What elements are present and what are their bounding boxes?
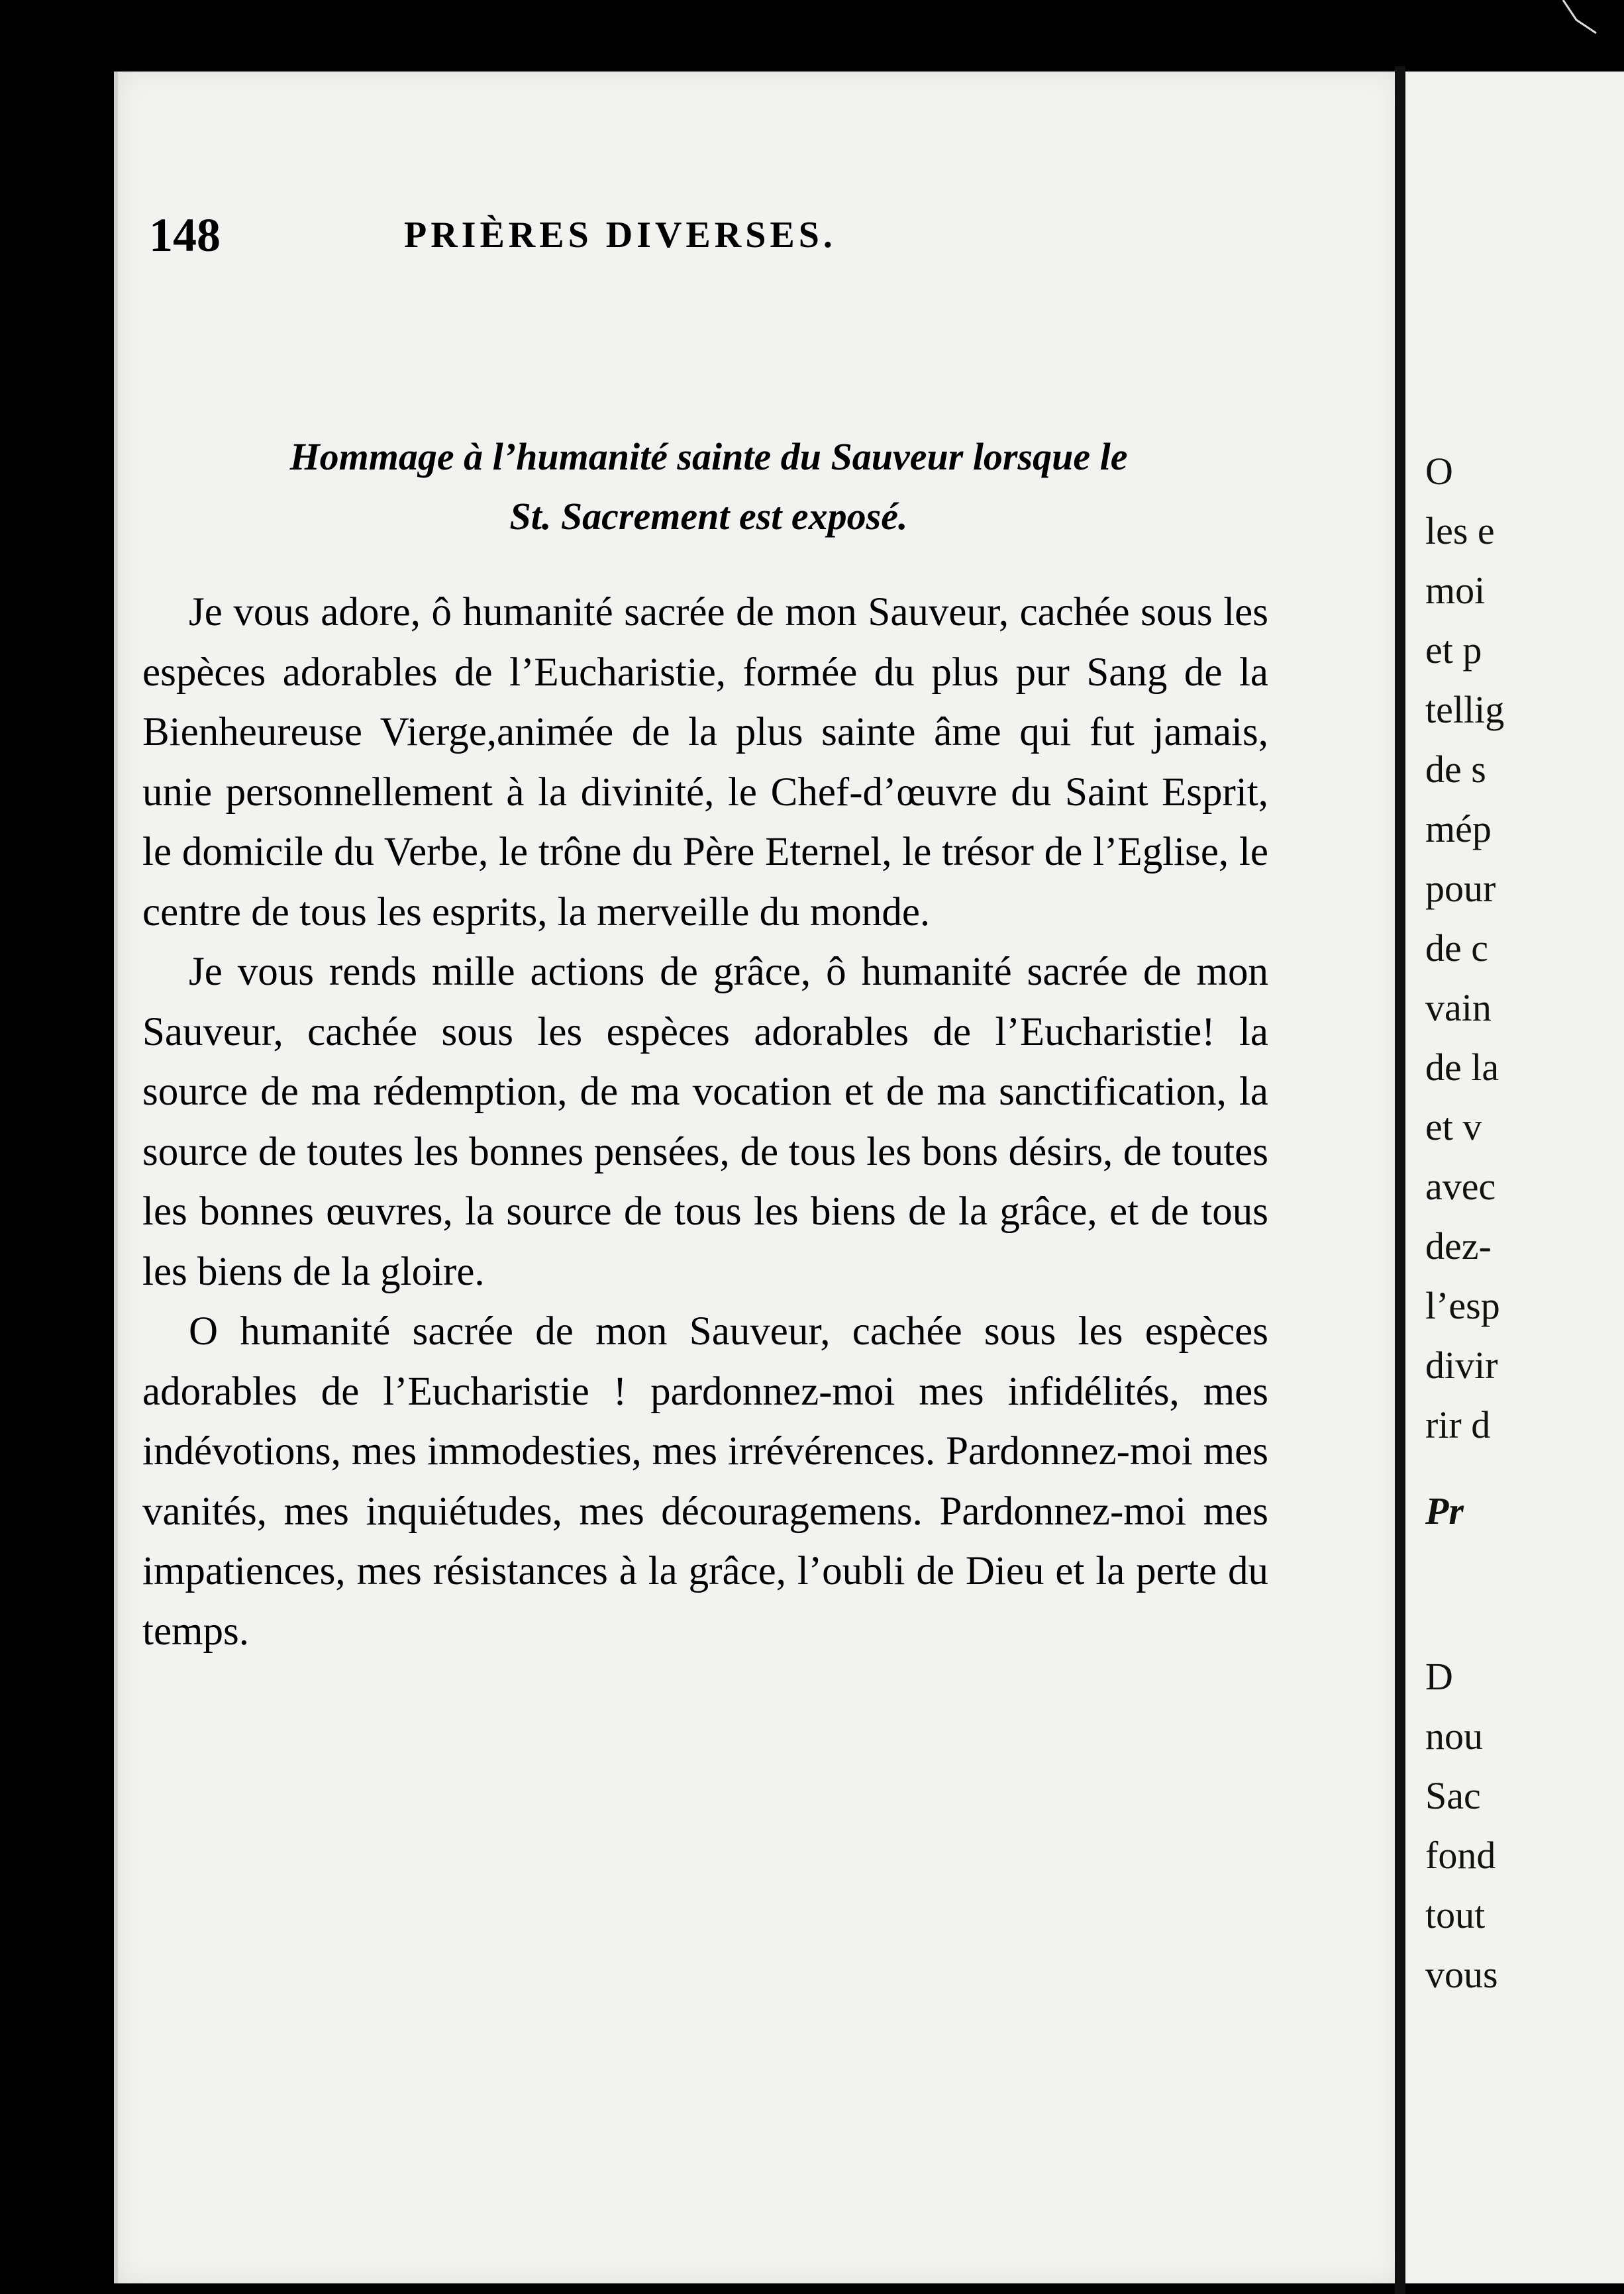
right-fragment: l’esp bbox=[1425, 1284, 1500, 1327]
paragraph-adoration: Je vous adore, ô humanité sacrée de mon Sauveur, cachée sous les espèces adorables de l’Eucharistie, formée du plus pur Sang de la Bienheureuse Vierge,animée de la plus sainte âme qui fut jamais, unie personnellement à la divinité, le Chef-d’œuvre du Saint Esprit, le domicile du Verbe, le trône du Père Eternel, le trésor de l’Eglise, le centre de tous les esprits, la merveille du monde. bbox=[142, 590, 1268, 934]
prayer-heading bbox=[149, 427, 1268, 546]
page-header bbox=[149, 199, 1275, 272]
right-fragment: D bbox=[1425, 1655, 1453, 1698]
right-fragment: tellig bbox=[1425, 688, 1505, 731]
paragraph-pardon: O humanité sacrée de mon Sauveur, cachée sous les espèces adorables de l’Eucharistie ! pardonnez-moi mes infidélités, mes indévotions, mes immodesties, mes irrévérences. Pardonnez-moi mes vanités, mes inquiétudes, mes découragemens. Pardonnez-moi mes impatiences, mes résistances à la grâce, l’oubli de Dieu et la perte du temps. bbox=[142, 1309, 1268, 1654]
right-fragment-heading: Pr bbox=[1425, 1489, 1464, 1532]
right-fragment: tout bbox=[1425, 1893, 1486, 1936]
right-fragment: moi bbox=[1425, 569, 1486, 612]
right-fragment: dez- bbox=[1425, 1224, 1492, 1268]
book-gutter bbox=[1395, 66, 1405, 2294]
right-fragment: vain bbox=[1425, 986, 1492, 1029]
right-fragment: nou bbox=[1425, 1715, 1483, 1758]
running-title: PRIÈRES DIVERSES. bbox=[404, 215, 837, 256]
right-fragment: et p bbox=[1425, 628, 1482, 672]
prayer-body bbox=[142, 583, 1268, 1662]
heading-line-2: St. Sacrement est exposé. bbox=[509, 495, 908, 538]
heading-line-1: Hommage à l’humanité sainte du Sauveur lorsque le bbox=[289, 435, 1128, 478]
paragraph-thanksgiving: Je vous rends mille actions de grâce, ô humanité sacrée de mon Sauveur, cachée sous les espèces adorables de l’Eucharistie! la source de ma rédemption, de ma vocation et de ma sanctification, la source de toutes les bonnes pensées, de tous les bons désirs, de toutes les bonnes œuvres, la source de tous les biens de la grâce, et de tous les biens de la gloire. bbox=[142, 950, 1268, 1294]
right-fragment: et v bbox=[1425, 1105, 1482, 1148]
right-fragment: mép bbox=[1425, 807, 1492, 850]
right-fragment: de la bbox=[1425, 1046, 1499, 1089]
right-fragment: fond bbox=[1425, 1834, 1496, 1877]
right-fragment: pour bbox=[1425, 867, 1496, 910]
right-fragment: O bbox=[1425, 450, 1453, 493]
right-fragment: de c bbox=[1425, 926, 1488, 970]
right-fragment: rir d bbox=[1425, 1403, 1491, 1446]
right-fragment: Sac bbox=[1425, 1774, 1481, 1817]
right-fragment: avec bbox=[1425, 1165, 1496, 1208]
right-fragment: de s bbox=[1425, 748, 1486, 791]
page-number: 148 bbox=[149, 209, 221, 262]
corner-scan-mark bbox=[1550, 0, 1603, 40]
right-fragment: vous bbox=[1425, 1953, 1498, 1996]
right-page bbox=[1405, 72, 1624, 2283]
right-fragment: les e bbox=[1425, 509, 1495, 552]
right-fragment: divir bbox=[1425, 1344, 1498, 1387]
